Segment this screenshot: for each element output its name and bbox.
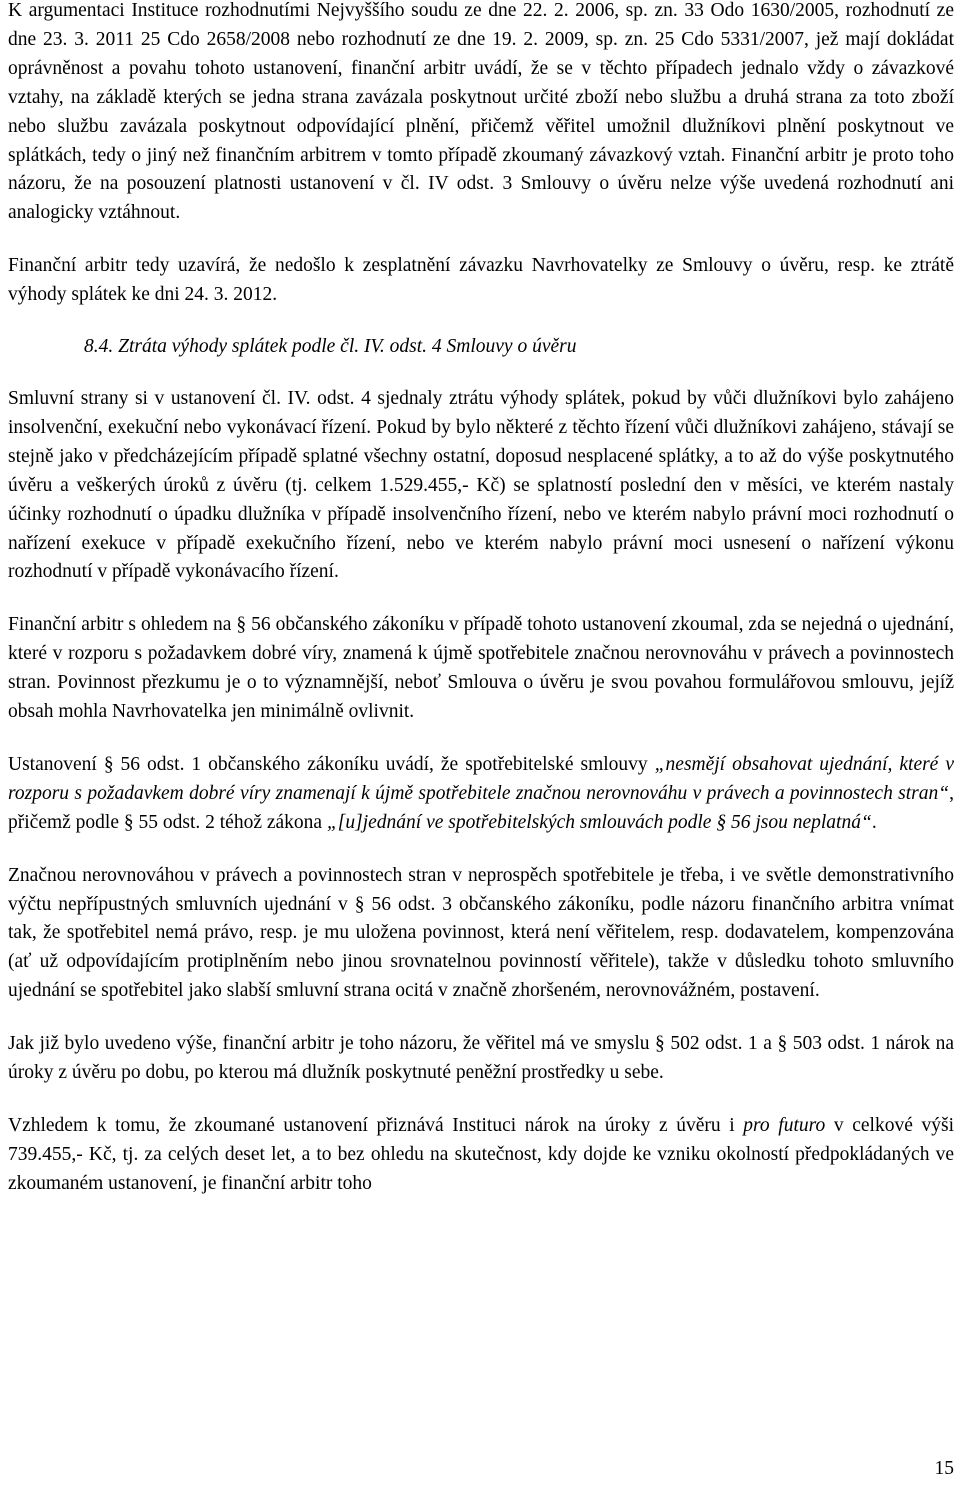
paragraph-civil-code-quote	[8, 751, 954, 838]
section-heading: 8.4. Ztráta výhody splátek podle čl. IV. odst. 4 Smlouvy o úvěru	[84, 336, 577, 358]
italic-term: pro futuro	[743, 1115, 826, 1136]
quoted-text: „nesmějí obsahovat ujednání, které v rozporu s požadavkem dobré víry znamenají k újmě spotřebitele značnou nerovnováhu v právech a povinnostech stran“	[8, 753, 954, 804]
paragraph-argumentation: K argumentaci Instituce rozhodnutími Nejvyššího soudu ze dne 22. 2. 2006, sp. zn. 33 Odo 1630/2005, rozhodnutí ze dne 23. 3. 2011 25 Cdo 2658/2008 nebo rozhodnutí ze dne 19. 2. 2009, sp. zn. 25 Cdo 5331/2007, jež mají dokládat oprávněnost a povahu tohoto ustanovení, finanční arbitr uvádí, že se v těchto případech jednalo vždy o závazkové vztahy, na základě kterých se jedna strana zavázala poskytnout určité zboží nebo službu a druhá strana za toto zboží nebo službu zavázala poskytnout odpovídající plnění, přičemž věřitel umožnil dlužníkovi plnění poskytnout ve splátkách, tedy o jiný než finančním arbitrem v tomto případě zkoumaný závazkový vztah. Finanční arbitr je proto toho názoru, že na posouzení platnosti ustanovení v čl. IV odst. 3 Smlouvy o úvěru nelze výše uvedená rozhodnutí ani analogicky vztáhnout.	[8, 0, 954, 224]
text-run: .	[871, 811, 877, 833]
paragraph-conclusion: Finanční arbitr tedy uzavírá, že nedošlo k zesplatnění závazku Navrhovatelky ze Smlouvy o úvěru, resp. ke ztrátě výhody splátek ke dni 24. 3. 2012.	[8, 255, 954, 306]
paragraph-imbalance: Značnou nerovnováhou v právech a povinnostech stran v neprospěch spotřebitele je třeba, i ve světle demonstrativního výčtu nepřípustných smluvních ujednání v § 56 odst. 3 občanského zákoníku, podle názoru finančního arbitra vnímat tak, že spotřebitel nemá právo, resp. je mu uložena povinnost, která není věřitelem, resp. dodavatelem, kompenzována (ať už odpovídajícím protiplněním nebo jinou srovnatelnou povinností věřitele), takže v důsledku tohoto smluvního ujednání se spotřebitel jako slabší smluvní strana ocitá v značně zhoršeném, nerovnovážném, postavení.	[8, 864, 954, 1002]
text-run: , přičemž podle § 55 odst. 2 téhož zákona	[8, 782, 954, 833]
paragraph-interest-claim: Jak již bylo uvedeno výše, finanční arbitr je toho názoru, že věřitel má ve smyslu § 502 odst. 1 a § 503 odst. 1 nárok na úroky z úvěru po dobu, po kterou má dlužník poskytnuté peněžní prostředky u sebe.	[8, 1033, 954, 1084]
paragraph-clause-description: Smluvní strany si v ustanovení čl. IV. odst. 4 sjednaly ztrátu výhody splátek, pokud by vůči dlužníkovi bylo zahájeno insolvenční, exekuční nebo vykonávací řízení. Pokud by bylo některé z těchto řízení vůči dlužníkovi zahájeno, stávají se stejně jako v předcházejícím případě splatné všechny ostatní, doposud nesplacené splátky, a to až do výše poskytnutého úvěru a veškerých úroků z úvěru (tj. celkem 1.529.455,- Kč) se splatností poslední den v měsíci, ve kterém nastaly účinky rozhodnutí o úpadku dlužníka v případě insolvenčního řízení, nebo ve kterém nabylo právní moci rozhodnutí o nařízení exekuce v případě exekučního řízení, nebo ve kterém nabylo právní moci usnesení o nařízení výkonu rozhodnutí v případě vykonávacího řízení.	[8, 387, 954, 583]
text-run: Ustanovení § 56 odst. 1 občanského zákoníku uvádí, že spotřebitelské smlouvy	[8, 753, 655, 775]
paragraph-pro-futuro	[8, 1112, 954, 1199]
text-run: Vzhledem k tomu, že zkoumané ustanovení přiznává Instituci nárok na úroky z úvěru i	[8, 1115, 744, 1136]
text-run: v celkové výši 739.455,- Kč, tj. za celých deset let, a to bez ohledu na skutečnost, kdy dojde ke vzniku okolností předpokládaných ve zkoumaném ustanovení, je finanční arbitr toho	[8, 1115, 955, 1194]
page-number: 15	[934, 1458, 954, 1479]
document-page	[8, 0, 954, 1199]
paragraph-good-faith-review: Finanční arbitr s ohledem na § 56 občanského zákoníku v případě tohoto ustanovení zkoumal, zda se nejedná o ujednání, které v rozporu s požadavkem dobré víry, znamená k újmě spotřebitele značnou nerovnováhu v právech a povinnostech stran. Povinnost přezkumu je o to významnější, neboť Smlouva o úvěru je svou povahou formulářovou smlouvu, jejíž obsah mohla Navrhovatelka jen minimálně ovlivnit.	[8, 614, 954, 723]
quoted-text: „[u]jednání ve spotřebitelských smlouvách podle § 56 jsou neplatná“	[326, 811, 872, 833]
